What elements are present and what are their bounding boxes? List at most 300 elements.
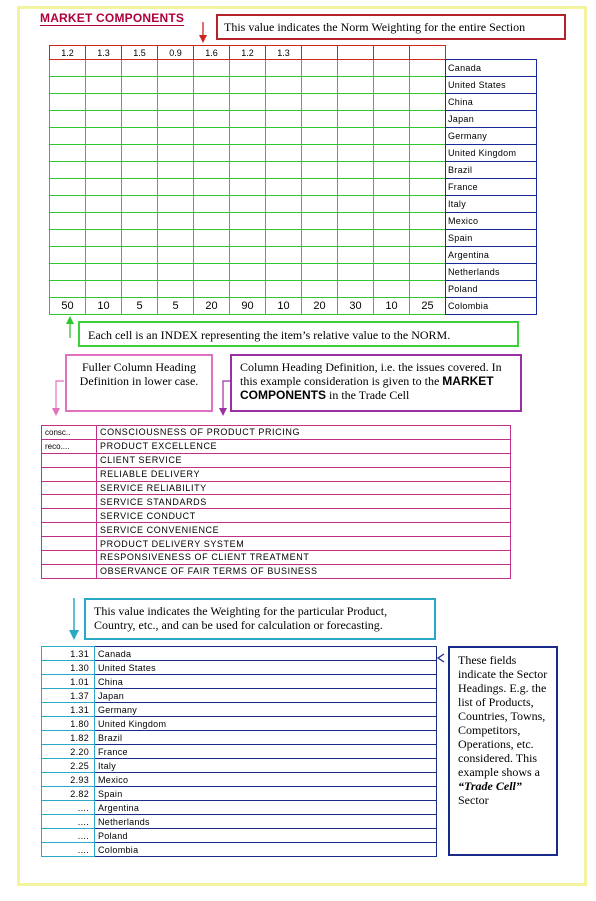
- country-row: [446, 264, 537, 281]
- index-cell: [122, 196, 158, 213]
- weighting-row: [42, 745, 437, 759]
- component-name: SERVICE CONVENIENCE: [97, 523, 511, 537]
- index-cell: 5: [158, 298, 194, 315]
- index-cell: 25: [410, 298, 446, 315]
- index-cell: [338, 281, 374, 298]
- index-cell: [122, 60, 158, 77]
- index-cell: [410, 128, 446, 145]
- index-cell: [194, 196, 230, 213]
- component-short-label: [42, 467, 97, 481]
- weighting-name: Italy: [95, 759, 437, 773]
- index-cell: [50, 162, 86, 179]
- index-cell: [122, 264, 158, 281]
- index-cell: [338, 60, 374, 77]
- weighting-row: [42, 801, 437, 815]
- grid-row: [50, 179, 446, 196]
- index-cell: [122, 230, 158, 247]
- grid-row: [50, 94, 446, 111]
- component-row: [42, 564, 511, 578]
- index-cell: [266, 111, 302, 128]
- index-cell: [230, 281, 266, 298]
- norm-weight-cell: 1.5: [122, 46, 158, 60]
- index-cell: [230, 162, 266, 179]
- index-cell: [86, 247, 122, 264]
- index-cell: [50, 128, 86, 145]
- index-cell: [194, 128, 230, 145]
- index-cell: [302, 179, 338, 196]
- index-cell: [266, 94, 302, 111]
- index-cell: [86, 162, 122, 179]
- index-cell: [338, 213, 374, 230]
- index-cell: [266, 247, 302, 264]
- weighting-row: [42, 815, 437, 829]
- country-label: Germany: [446, 128, 537, 145]
- component-row: [42, 495, 511, 509]
- norm-weighting-callout: This value indicates the Norm Weighting for the entire Section: [216, 14, 566, 40]
- index-cell: [86, 230, 122, 247]
- index-cell: [266, 179, 302, 196]
- index-cell: [230, 196, 266, 213]
- country-row: [446, 77, 537, 94]
- country-label: Poland: [446, 281, 537, 298]
- arrow-left-icon: [436, 653, 446, 663]
- weighting-name: Mexico: [95, 773, 437, 787]
- country-label: Mexico: [446, 213, 537, 230]
- index-cell: [374, 111, 410, 128]
- country-label: United Kingdom: [446, 145, 537, 162]
- page-title: MARKET COMPONENTS: [40, 11, 185, 25]
- norm-weight-cell: 0.9: [158, 46, 194, 60]
- index-cell: [374, 145, 410, 162]
- index-cell: [374, 230, 410, 247]
- country-label: China: [446, 94, 537, 111]
- weighting-name: France: [95, 745, 437, 759]
- weighting-row: [42, 661, 437, 675]
- weighting-value: ....: [42, 801, 95, 815]
- country-row: [446, 281, 537, 298]
- index-cell: [338, 94, 374, 111]
- weighting-value: 1.30: [42, 661, 95, 675]
- index-cell: [410, 247, 446, 264]
- index-cell: [230, 111, 266, 128]
- weighting-name: Brazil: [95, 731, 437, 745]
- sector-text-end: Sector: [458, 793, 489, 807]
- country-label: Canada: [446, 60, 537, 77]
- index-cell: 20: [302, 298, 338, 315]
- index-cell: [50, 264, 86, 281]
- index-cell: 20: [194, 298, 230, 315]
- index-cell: [194, 264, 230, 281]
- weighting-row: [42, 773, 437, 787]
- country-row: [446, 60, 537, 77]
- index-cell: [410, 145, 446, 162]
- weighting-value: 2.93: [42, 773, 95, 787]
- component-row: [42, 523, 511, 537]
- index-cell: 10: [266, 298, 302, 315]
- weighting-row: [42, 717, 437, 731]
- index-cell: [122, 179, 158, 196]
- country-label: Netherlands: [446, 264, 537, 281]
- weighting-value: 1.31: [42, 703, 95, 717]
- index-cell: [302, 94, 338, 111]
- country-label-list: [445, 59, 537, 315]
- index-cell: [410, 264, 446, 281]
- index-cell: [230, 213, 266, 230]
- index-cell: 50: [50, 298, 86, 315]
- index-cell: [50, 247, 86, 264]
- index-cell: [338, 230, 374, 247]
- index-cell: [50, 230, 86, 247]
- norm-weight-cell: 1.3: [86, 46, 122, 60]
- weighting-table: [41, 646, 437, 857]
- norm-weight-cell: [410, 46, 446, 60]
- index-cell: [158, 77, 194, 94]
- index-cell: [374, 247, 410, 264]
- index-cell: [230, 94, 266, 111]
- index-cell: [338, 196, 374, 213]
- index-callout: Each cell is an INDEX representing the item’s relative value to the NORM.: [78, 321, 519, 347]
- index-cell: [194, 162, 230, 179]
- index-cell: [410, 281, 446, 298]
- index-cell: [86, 264, 122, 281]
- grid-row: [50, 213, 446, 230]
- arrow-down-right-icon: [217, 380, 237, 418]
- weighting-row: [42, 843, 437, 857]
- index-cell: [374, 196, 410, 213]
- index-cell: [158, 94, 194, 111]
- index-cell: [266, 230, 302, 247]
- index-cell: [338, 179, 374, 196]
- index-cell: [194, 247, 230, 264]
- index-cell: [50, 60, 86, 77]
- weighting-value: 2.82: [42, 787, 95, 801]
- index-cell: [266, 281, 302, 298]
- index-cell: [86, 213, 122, 230]
- index-cell: [338, 128, 374, 145]
- index-cell: [374, 94, 410, 111]
- index-cell: [194, 77, 230, 94]
- component-name: CONSCIOUSNESS OF PRODUCT PRICING: [97, 426, 511, 440]
- weighting-name: Poland: [95, 829, 437, 843]
- index-cell: [302, 111, 338, 128]
- country-row: [446, 128, 537, 145]
- component-short-label: [42, 523, 97, 537]
- sector-bold-text: “Trade Cell”: [458, 779, 522, 793]
- component-row: [42, 551, 511, 565]
- index-cell: [410, 77, 446, 94]
- grid-row: [50, 264, 446, 281]
- grid-row: [50, 145, 446, 162]
- index-cell: [230, 145, 266, 162]
- index-cell: [122, 111, 158, 128]
- index-cell: [266, 128, 302, 145]
- index-cell: [230, 60, 266, 77]
- grid-row: [50, 60, 446, 77]
- index-cell: 90: [230, 298, 266, 315]
- weighting-row: [42, 787, 437, 801]
- norm-weight-cell: 1.2: [230, 46, 266, 60]
- definition-text-end: in the Trade Cell: [329, 388, 410, 402]
- index-cell: [158, 230, 194, 247]
- component-short-label: [42, 537, 97, 551]
- weighting-row: [42, 731, 437, 745]
- index-cell: [86, 111, 122, 128]
- country-row: [446, 230, 537, 247]
- component-row: [42, 481, 511, 495]
- index-cell: [302, 60, 338, 77]
- index-cell: [122, 77, 158, 94]
- component-row: [42, 467, 511, 481]
- norm-weight-cell: 1.6: [194, 46, 230, 60]
- sector-heading-callout: [448, 646, 558, 856]
- component-short-label: [42, 551, 97, 565]
- index-cell: [266, 162, 302, 179]
- index-cell: [194, 94, 230, 111]
- weighting-row: [42, 647, 437, 661]
- weighting-value: ....: [42, 815, 95, 829]
- country-row: [446, 247, 537, 264]
- arrow-up-icon: [64, 316, 76, 338]
- norm-weight-cell: 1.3: [266, 46, 302, 60]
- component-row: [42, 509, 511, 523]
- index-cell: [158, 196, 194, 213]
- grid-row: [50, 162, 446, 179]
- component-row: [42, 537, 511, 551]
- index-cell: 10: [374, 298, 410, 315]
- index-cell: [194, 111, 230, 128]
- index-cell: [86, 196, 122, 213]
- weighting-value: 1.01: [42, 675, 95, 689]
- index-cell: [374, 162, 410, 179]
- index-cell: 30: [338, 298, 374, 315]
- index-cell: [50, 111, 86, 128]
- index-cell: 10: [86, 298, 122, 315]
- index-cell: [302, 213, 338, 230]
- index-cell: [50, 213, 86, 230]
- weighting-name: Germany: [95, 703, 437, 717]
- component-short-label: [42, 509, 97, 523]
- index-cell: [338, 145, 374, 162]
- index-cell: [338, 162, 374, 179]
- weighting-row: [42, 759, 437, 773]
- index-cell: [302, 196, 338, 213]
- index-cell: [158, 264, 194, 281]
- index-cell: [158, 213, 194, 230]
- country-row: [446, 298, 537, 315]
- index-cell: [122, 94, 158, 111]
- index-cell: [122, 128, 158, 145]
- index-cell: [50, 77, 86, 94]
- country-label: United States: [446, 77, 537, 94]
- norm-weight-cell: 1.2: [50, 46, 86, 60]
- weighting-value: 2.20: [42, 745, 95, 759]
- index-cell: [266, 145, 302, 162]
- index-cell: [86, 60, 122, 77]
- index-cell: [338, 111, 374, 128]
- index-cell: [194, 60, 230, 77]
- index-cell: [302, 145, 338, 162]
- component-short-label: [42, 481, 97, 495]
- norm-weight-cell: [374, 46, 410, 60]
- index-cell: [230, 247, 266, 264]
- index-cell: [338, 264, 374, 281]
- country-row: [446, 162, 537, 179]
- index-cell: [86, 128, 122, 145]
- index-cell: [50, 281, 86, 298]
- index-cell: [230, 264, 266, 281]
- fuller-heading-callout: Fuller Column Heading Definition in lower case.: [65, 354, 213, 412]
- weighting-name: Netherlands: [95, 815, 437, 829]
- index-cell: [158, 162, 194, 179]
- weighting-value: 2.25: [42, 759, 95, 773]
- component-short-label: [42, 564, 97, 578]
- weighting-row: [42, 829, 437, 843]
- country-row: [446, 111, 537, 128]
- component-row: [42, 453, 511, 467]
- index-cell: [302, 77, 338, 94]
- weighting-value: 1.31: [42, 647, 95, 661]
- arrow-down-icon: [67, 598, 81, 642]
- component-short-label: [42, 495, 97, 509]
- weighting-name: United States: [95, 661, 437, 675]
- country-label: Argentina: [446, 247, 537, 264]
- index-cell: [86, 145, 122, 162]
- weighting-name: Colombia: [95, 843, 437, 857]
- index-cell: [338, 247, 374, 264]
- index-cell: [410, 179, 446, 196]
- country-row: [446, 179, 537, 196]
- index-cell: [50, 94, 86, 111]
- index-cell: [50, 196, 86, 213]
- index-cell: [122, 145, 158, 162]
- component-row: [42, 426, 511, 440]
- component-name: OBSERVANCE OF FAIR TERMS OF BUSINESS: [97, 564, 511, 578]
- component-name: SERVICE CONDUCT: [97, 509, 511, 523]
- index-cell: [374, 77, 410, 94]
- index-cell: [374, 281, 410, 298]
- index-cell: [158, 145, 194, 162]
- weighting-value: 1.82: [42, 731, 95, 745]
- definition-bold-text: MARKET COMPONENTS: [240, 374, 494, 402]
- index-cell: [194, 179, 230, 196]
- definition-text: Column Heading Definition, i.e. the issues covered. In this example consideration is given to the: [240, 360, 502, 388]
- index-cell: [302, 264, 338, 281]
- heading-definition-callout: [230, 354, 522, 412]
- index-cell: [410, 213, 446, 230]
- index-cell: [410, 94, 446, 111]
- country-row: [446, 213, 537, 230]
- component-name: SERVICE STANDARDS: [97, 495, 511, 509]
- index-cell: [266, 77, 302, 94]
- component-short-label: consc..: [42, 426, 97, 440]
- weighting-value: 1.80: [42, 717, 95, 731]
- grid-row: [50, 281, 446, 298]
- index-cell: [86, 94, 122, 111]
- index-cell: [122, 281, 158, 298]
- index-cell: [410, 230, 446, 247]
- index-cell: [230, 128, 266, 145]
- grid-row: [50, 230, 446, 247]
- grid-row: [50, 77, 446, 94]
- index-cell: [266, 196, 302, 213]
- index-cell: [158, 60, 194, 77]
- index-cell: [194, 230, 230, 247]
- index-cell: [158, 128, 194, 145]
- weighting-name: Spain: [95, 787, 437, 801]
- index-cell: [410, 162, 446, 179]
- index-cell: [374, 128, 410, 145]
- index-cell: [410, 196, 446, 213]
- component-name: PRODUCT EXCELLENCE: [97, 439, 511, 453]
- weighting-name: Japan: [95, 689, 437, 703]
- country-row: [446, 145, 537, 162]
- index-cell: [302, 230, 338, 247]
- weighting-row: [42, 703, 437, 717]
- grid-row: [50, 298, 446, 315]
- country-row: [446, 94, 537, 111]
- grid-row: [50, 247, 446, 264]
- country-label: Italy: [446, 196, 537, 213]
- weighting-name: China: [95, 675, 437, 689]
- index-cell: [302, 247, 338, 264]
- index-cell: [158, 179, 194, 196]
- weighting-value: ....: [42, 843, 95, 857]
- norm-weight-cell: [338, 46, 374, 60]
- index-cell: [374, 264, 410, 281]
- index-cell: [266, 60, 302, 77]
- component-row: [42, 439, 511, 453]
- component-name: SERVICE RELIABILITY: [97, 481, 511, 495]
- weighting-name: United Kingdom: [95, 717, 437, 731]
- index-cell: [230, 230, 266, 247]
- country-label: Brazil: [446, 162, 537, 179]
- index-cell: 5: [122, 298, 158, 315]
- component-name: PRODUCT DELIVERY SYSTEM: [97, 537, 511, 551]
- index-cell: [50, 145, 86, 162]
- country-label: Japan: [446, 111, 537, 128]
- arrow-down-left-icon: [50, 380, 70, 418]
- norm-weights-row: [50, 46, 446, 60]
- index-cell: [122, 213, 158, 230]
- component-table: [41, 425, 511, 579]
- country-label: Colombia: [446, 298, 537, 315]
- index-cell: [302, 128, 338, 145]
- weighting-value: ....: [42, 829, 95, 843]
- index-cell: [230, 179, 266, 196]
- country-label: Spain: [446, 230, 537, 247]
- index-cell: [266, 213, 302, 230]
- weighting-row: [42, 675, 437, 689]
- index-cell: [86, 179, 122, 196]
- country-label: France: [446, 179, 537, 196]
- weighting-value: 1.37: [42, 689, 95, 703]
- index-cell: [302, 162, 338, 179]
- component-name: CLIENT SERVICE: [97, 453, 511, 467]
- grid-row: [50, 128, 446, 145]
- index-cell: [230, 77, 266, 94]
- index-cell: [266, 264, 302, 281]
- index-cell: [158, 111, 194, 128]
- sector-text: These fields indicate the Sector Headings. E.g. the list of Products, Countries, Towns, Competitors, Operations, etc. considered. This example shows a: [458, 653, 548, 779]
- component-name: RELIABLE DELIVERY: [97, 467, 511, 481]
- grid-row: [50, 111, 446, 128]
- index-cell: [302, 281, 338, 298]
- index-cell: [86, 281, 122, 298]
- norm-weight-cell: [302, 46, 338, 60]
- index-cell: [86, 77, 122, 94]
- index-cell: [194, 281, 230, 298]
- country-row: [446, 196, 537, 213]
